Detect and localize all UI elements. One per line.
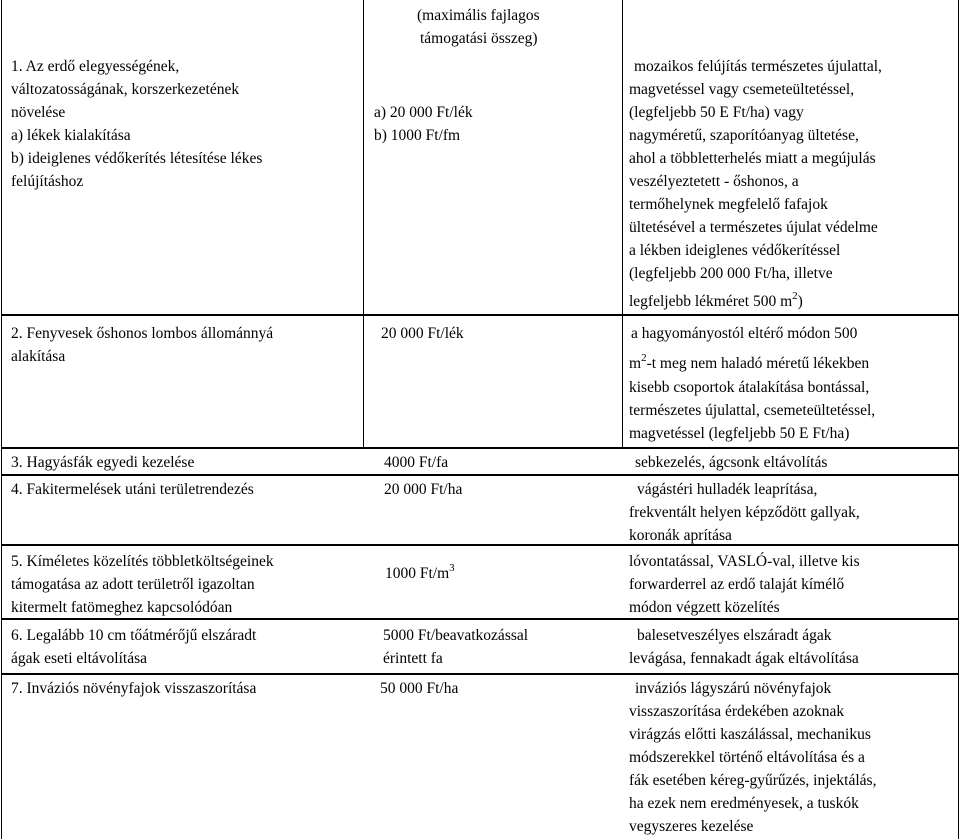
row6-activity-line: ágak eseti eltávolítása (11, 650, 147, 667)
table-border-right (958, 0, 959, 839)
row6-description-line: balesetveszélyes elszáradt ágak (637, 627, 832, 644)
row6-activity-line: 6. Legalább 10 cm tőátmérőjű elszáradt (11, 627, 257, 644)
row5-amount: 1000 $Ft/m^3$ (385, 562, 455, 582)
row1-activity-line: b) ideiglenes védőkerítés létesítése lékes (11, 150, 263, 167)
row-divider-6 (1, 673, 959, 675)
row7-description-line: inváziós lágyszárú növényfajok (635, 680, 832, 697)
row-divider-2 (1, 447, 959, 449)
row5-activity-line: kitermelt fatömeghez kapcsolódóan (11, 599, 233, 616)
row5-description-line: lóvontatással, VASLÓ-val, illetve kis (629, 553, 860, 570)
row5-activity-line: támogatása az adott területről igazoltan (11, 576, 255, 593)
row-divider-4 (1, 544, 959, 546)
column-divider-2 (622, 0, 623, 449)
row1-description-line: mozaikos felújítás természetes újulattal, (634, 58, 882, 75)
row6-amount-line: 5000 Ft/beavatkozással (383, 627, 529, 644)
row7-description-line: virágzás előtti kaszálással, mechanikus (629, 726, 871, 743)
row1-description-last-line: legfeljebb lékméret 500 $m^2$) (629, 290, 803, 310)
column-divider-1 (363, 0, 364, 449)
row2-description-line: magvetéssel (legfeljebb 50 E Ft/ha) (629, 425, 850, 442)
row7-description-line: módszerekkel történő eltávolítása és a (629, 749, 865, 766)
row3-activity: 3. Hagyásfák egyedi kezelése (11, 454, 195, 471)
row1-description-line: (legfeljebb 200 000 Ft/ha, illetve (629, 265, 833, 282)
row4-description-line: vágástéri hulladék leaprítása, (637, 481, 818, 498)
row1-activity-line: növelése (11, 104, 66, 121)
row2-description-line: természetes újulattal, csemeteültetéssel, (629, 402, 876, 419)
row7-description-line: fák esetében kéreg-gyűrűzés, injektálás, (629, 772, 877, 789)
row1-amount-line: b) 1000 Ft/fm (374, 127, 461, 144)
table-border-left (1, 0, 2, 839)
row2-description-line: a hagyományostól eltérő módon 500 (631, 325, 858, 342)
row4-amount: 20 000 Ft/ha (384, 481, 463, 498)
row1-activity-line: 1. Az erdő elegyességének, (11, 58, 180, 75)
row1-description-line: termőhelynek megfelelő fafajok (629, 196, 828, 213)
row1-description-line: veszélyeztetett - őshonos, a (629, 173, 799, 190)
row7-description-line: ha ezek nem eredményesek, a tuskók (629, 795, 859, 812)
row1-activity-line: változatosságának, korszerkezetének (11, 81, 240, 98)
row3-description: sebkezelés, ágcsonk eltávolítás (635, 454, 828, 471)
row7-description-line: vegyszeres kezelése (629, 818, 754, 835)
row2-description-line: kisebb csoportok átalakítása bontással, (629, 379, 870, 396)
row4-activity: 4. Fakitermelések utáni területrendezés (11, 481, 254, 498)
row1-amount-line: a) 20 000 Ft/lék (374, 104, 473, 121)
row6-description-line: levágása, fennakadt ágak eltávolítása (629, 650, 859, 667)
row3-amount: 4000 Ft/fa (384, 454, 449, 471)
row7-description-line: visszaszorítása érdekében azoknak (629, 703, 845, 720)
row1-description-line: (legfeljebb 50 E Ft/ha) vagy (629, 104, 804, 121)
row1-activity-line: a) lékek kialakítása (11, 127, 131, 144)
row1-description-line: a lékben ideiglenes védőkerítéssel (629, 242, 841, 259)
row1-description-line: magvetéssel vagy csemeteültetéssel, (629, 81, 855, 98)
row-divider-1 (1, 314, 959, 316)
row6-amount-line: érintett fa (383, 650, 443, 667)
row1-description-line: nagyméretű, szaporítóanyag ültetése, (629, 127, 859, 144)
row2-amount: 20 000 Ft/lék (381, 325, 464, 342)
row5-activity-line: 5. Kíméletes közelítés többletköltségeinek (11, 553, 274, 570)
row2-activity-line: alakítása (11, 348, 66, 365)
row2-activity-line: 2. Fenyvesek őshonos lombos állománnyá (11, 325, 274, 342)
row7-amount: 50 000 Ft/ha (380, 680, 459, 697)
header-amount-line-1: (maximális fajlagos (417, 7, 540, 24)
row4-description-line: frekventált helyen képződött gallyak, (629, 504, 860, 521)
row4-description-line: koronák aprítása (629, 527, 732, 544)
row1-description-line: ültetésével a természetes újulat védelme (629, 219, 878, 236)
row1-activity-line: felújításhoz (11, 173, 84, 190)
row5-description-line: forwarderrel az erdő talaját kímélő (629, 576, 845, 593)
row2-description-line: $m^2-t$ meg nem haladó méretű lékekben (629, 352, 870, 372)
row7-activity: 7. Inváziós növényfajok visszaszorítása (11, 680, 257, 697)
header-amount-line-2: támogatási összeg) (420, 30, 538, 47)
row1-description-line: ahol a többletterhelés miatt a megújulás (629, 150, 876, 167)
row5-description-line: módon végzett közelítés (629, 599, 780, 616)
